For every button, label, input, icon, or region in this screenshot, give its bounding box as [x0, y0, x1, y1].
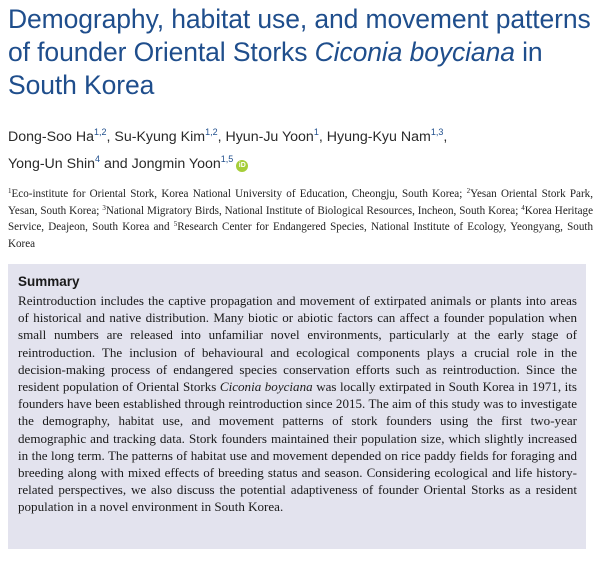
orcid-icon[interactable]: iD	[236, 160, 248, 172]
affiliation-number: 3	[102, 203, 106, 212]
affiliation-number: 2	[466, 187, 471, 195]
author-name[interactable]: Dong-Soo Ha	[8, 129, 94, 145]
affiliation-number: 1	[8, 187, 12, 195]
author-separator: ,	[318, 129, 327, 145]
title-text: Demography, habitat use, and movement patterns of founder Oriental Storks	[8, 4, 591, 67]
affiliation-number: 4	[521, 203, 525, 212]
affiliation-text: Eco-institute for Oriental Stork, Korea National University of Education, Cheongju, South Korea;	[11, 188, 467, 200]
author-name[interactable]: Hyung-Kyu Nam	[326, 129, 431, 145]
affiliation-text: National Migratory Birds, National Institute of Biological Resources, Incheon, South Korea;	[105, 204, 522, 217]
author-list	[8, 124, 593, 178]
author-affiliation-sup: 1,3	[430, 127, 444, 137]
author-name[interactable]: Jongmin Yoon	[131, 156, 221, 172]
author-name[interactable]: Su-Kyung Kim	[114, 129, 206, 145]
summary-body	[18, 292, 577, 516]
affiliation-text: Yesan Oriental Stork Park, Yesan, South Korea;	[8, 188, 593, 217]
summary-text: Reintroduction includes the captive propagation and movement of extirpated animals or plants into areas of historical and native distribution. Many biotic or abiotic factors can affect a founder population when small numbers are released into unfamiliar novel environments, particularly at the early stage of reintroduction. The inclusion of behavioural and ecological components plays a crucial role in the decision-making process of endangered species conservation efforts such as reintroduction. Since the resident population of Oriental Storks	[18, 293, 577, 395]
title-species-name: Ciconia boyciana	[314, 37, 515, 67]
affiliation-text: Korea Heritage Service, Deajeon, South Korea and	[8, 204, 593, 233]
author-affiliation-sup: 1,5	[220, 154, 234, 164]
author-separator: ,	[217, 129, 226, 145]
summary-text-continued: was locally extirpated in South Korea in 1971, its founders have been established through reintroduction since 2015. The aim of this study was to investigate the demography, habitat use, and movement patterns of stork founders using the first two-year demographic and tracking data. Stork founders maintained their population size, which slightly increased in the long term. The patterns of habitat use and movement depended on rice paddy fields for foraging and breeding along with mixed effects of breeding status and season. Considering ecological and life history-related perspectives, we also discuss the potential adaptiveness of founder Oriental Storks as a resident population in a novel environment in South Korea.	[18, 379, 577, 515]
article-title	[8, 3, 593, 102]
author-separator: ,	[106, 129, 115, 145]
author-affiliation-sup: 1,2	[93, 127, 107, 137]
author-separator: ,	[443, 129, 448, 145]
affiliation-number: 5	[173, 220, 178, 228]
affiliation-text: Research Center for Endangered Species, National Institute of Ecology, Yeongyang, South Korea	[8, 221, 593, 250]
author-affiliation-sup: 4	[95, 154, 101, 164]
summary-heading: Summary	[18, 274, 80, 289]
author-name[interactable]: Hyun-Ju Yoon	[225, 129, 314, 145]
summary-box	[8, 264, 586, 549]
author-affiliation-sup: 1	[313, 127, 319, 137]
affiliations	[8, 186, 593, 252]
summary-species-name: Ciconia boyciana	[219, 379, 313, 395]
author-affiliation-sup: 1,2	[205, 127, 218, 137]
author-separator: and	[100, 156, 132, 172]
author-name[interactable]: Yong-Un Shin	[8, 156, 96, 172]
title-text-end: in South Korea	[8, 37, 543, 100]
